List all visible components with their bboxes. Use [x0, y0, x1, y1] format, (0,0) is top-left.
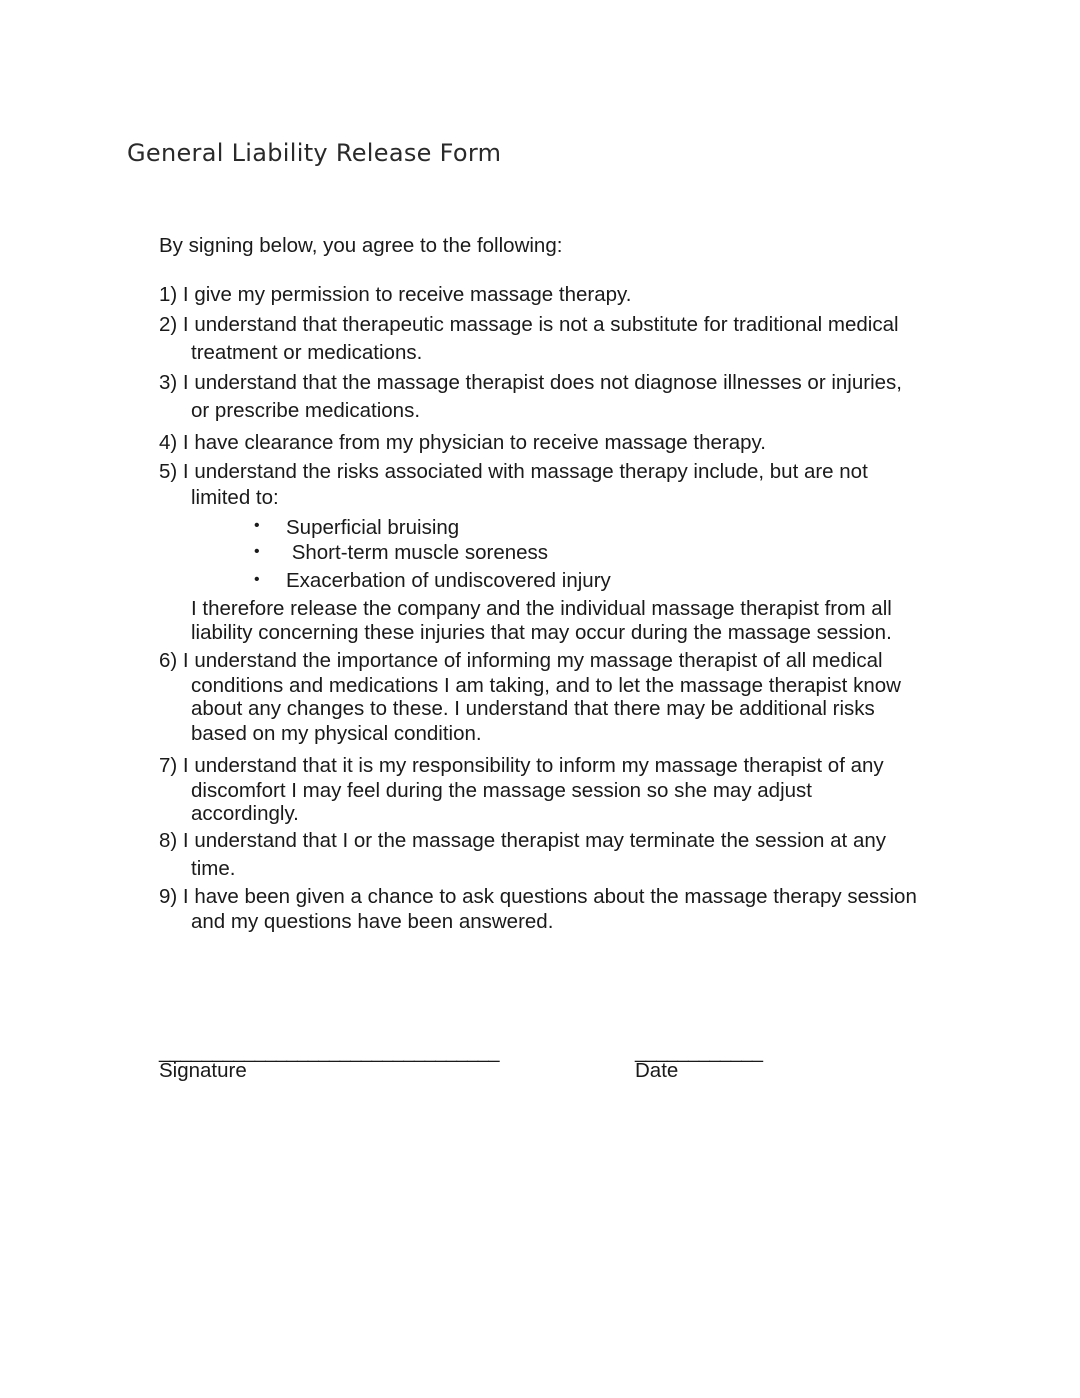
item-4: 4) I have clearance from my physician to receive massage therapy.	[159, 431, 766, 454]
item-6-line-4: based on my physical condition.	[191, 722, 482, 745]
item-5-release-line-2: liability concerning these injuries that may occur during the massage session.	[191, 621, 892, 644]
item-3-line-1: 3) I understand that the massage therapist does not diagnose illnesses or injuries,	[159, 371, 902, 394]
item-3-line-2: or prescribe medications.	[191, 399, 421, 422]
date-label: Date	[635, 1059, 679, 1082]
item-7-line-3: accordingly.	[191, 802, 299, 825]
item-8-line-1: 8) I understand that I or the massage therapist may terminate the session at any	[159, 829, 886, 852]
signature-label: Signature	[159, 1059, 247, 1082]
bullet-icon: •	[254, 517, 260, 534]
item-5-release-line-1: I therefore release the company and the individual massage therapist from all	[191, 597, 892, 620]
item-2-line-2: treatment or medications.	[191, 341, 423, 364]
date-line[interactable]: ____________	[635, 1041, 763, 1063]
intro-text: By signing below, you agree to the following:	[159, 234, 563, 257]
item-9-line-1: 9) I have been given a chance to ask questions about the massage therapy session	[159, 885, 917, 908]
bullet-item-2: Short-term muscle soreness	[286, 541, 549, 564]
bullet-item-3: Exacerbation of undiscovered injury	[286, 569, 611, 592]
item-2-line-1: 2) I understand that therapeutic massage is not a substitute for traditional medical	[159, 313, 899, 336]
item-5-line-2: limited to:	[191, 486, 279, 509]
item-7-line-1: 7) I understand that it is my responsibility to inform my massage therapist of any	[159, 754, 884, 777]
item-7-line-2: discomfort I may feel during the massage session so she may adjust	[191, 779, 812, 802]
item-6-line-2: conditions and medications I am taking, and to let the massage therapist know	[191, 674, 901, 697]
bullet-icon: •	[254, 571, 260, 588]
bullet-item-1: Superficial bruising	[286, 516, 460, 539]
signature-line[interactable]: ________________________________	[159, 1041, 499, 1063]
bullet-icon: •	[254, 543, 260, 560]
item-6-line-3: about any changes to these. I understand that there may be additional risks	[191, 697, 875, 720]
item-1: 1) I give my permission to receive massage therapy.	[159, 283, 632, 306]
item-8-line-2: time.	[191, 857, 236, 880]
page-title: General Liability Release Form	[127, 139, 502, 167]
item-6-line-1: 6) I understand the importance of informing my massage therapist of all medical	[159, 649, 883, 672]
item-9-line-2: and my questions have been answered.	[191, 910, 554, 933]
item-5-line-1: 5) I understand the risks associated with massage therapy include, but are not	[159, 460, 868, 483]
